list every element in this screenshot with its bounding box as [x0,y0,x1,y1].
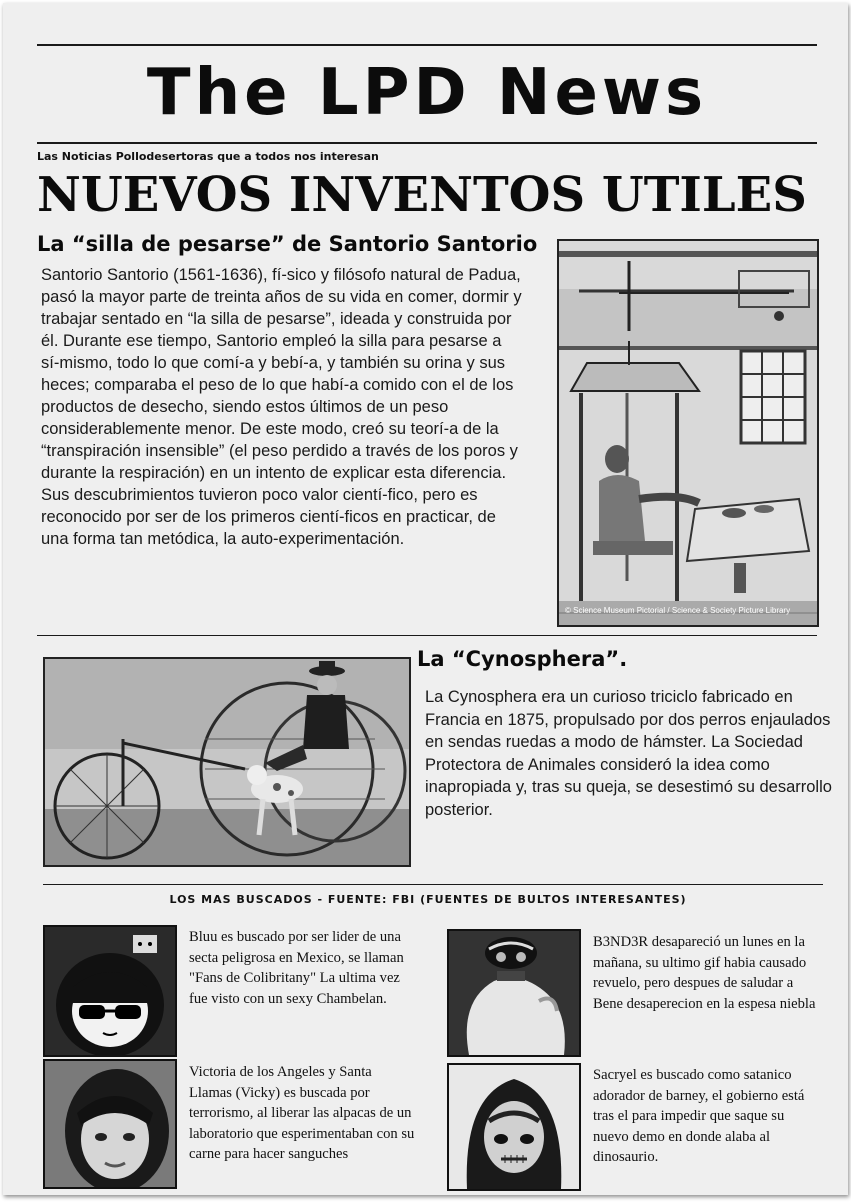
portrait-b3nd3r [447,929,581,1057]
article-cynosphera-body: La Cynosphera era un curioso triciclo fabricado en Francia en 1875, propulsado por dos perros enjaulados en sendas ruedas a modo de hámster. La Sociedad Protectora de Animales consideró la idea como inapropiada y, tras su queja, se desestimó su desarrollo posterior. [425,688,832,819]
page-headline: NUEVOS INVENTOS UTILES [37,167,807,223]
masthead-title: The LPD News [146,56,708,130]
weighing-chair-engraving [557,239,819,627]
wanted-bluu-text: Bluu es buscado por ser lider de una secta peligrosa en Mexico, se llaman "Fans de Colibritany" La ultima vez fue visto con un sexy Chambelan. [189,929,404,1007]
article-cynosphera-title: La “Cynosphera”. [417,647,628,671]
weighing-chair-image-credit: © Science Museum Pictorial / Science & Society Picture Library [565,606,791,615]
wanted-top-rule [43,884,823,885]
masthead-tagline: Las Noticias Pollodesertoras que a todos nos interesan [37,150,379,163]
wanted-section-title: LOS MAS BUSCADOS - FUENTE: FBI (FUENTES DE BULTOS INTERESANTES) [169,893,687,906]
wanted-b3nd3r-text: B3ND3R desapareció un lunes en la mañana, su ultimo gif habia causado revuelo, pero despues de saludar a Bene desaperecion en la espesa niebla [593,934,816,1012]
cynosphera-photo [43,657,411,867]
article-weighing-chair-title: La “silla de pesarse” de Santorio Santorio [37,232,538,256]
portrait-bluu [43,925,177,1057]
portrait-vicky [43,1059,177,1189]
article-divider-rule [37,635,817,636]
wanted-sacryel-text: Sacryel es buscado como satanico adorador de barney, el gobierno está tras el para impedir que saque su nuevo demo en donde alaba al dinosaurio. [593,1067,805,1165]
newspaper-page [3,3,848,1195]
top-rule [37,44,817,46]
masthead-rule [37,142,817,144]
portrait-sacryel [447,1063,581,1191]
article-weighing-chair-body: Santorio Santorio (1561-1636), fí-sico y filósofo natural de Padua, pasó la mayor parte de treinta años de su vida en comer, dormir y trabajar sentado en “la silla de pesarse”, ideada y construida por él. Durante ese tiempo, Santorio empleó la silla para pesarse a sí-mismo, todo lo que comí-a y bebí-a, y también su orina y sus heces; comparaba el peso de lo que habí-a comido con el de los productos de desecho, siendo estos últimos de un peso considerablemente menor. De este modo, creó su teorí-a de la “transpiración insensible” (el peso perdido a través de los poros y durante la respiración) en un intento de explicar esta diferencia. Sus descubrimientos tuvieron poco valor cientí-fico, pero es reconocido por ser de los primeros cientí-ficos en practicar, de una forma tan metódica, la auto-experimentación. [41,266,522,548]
wanted-vicky-text: Victoria de los Angeles y Santa Llamas (Vicky) es buscada por terrorismo, al liberar las alpacas de un laboratorio que esperimentaban con su carne para hacer sanguches [189,1064,415,1162]
